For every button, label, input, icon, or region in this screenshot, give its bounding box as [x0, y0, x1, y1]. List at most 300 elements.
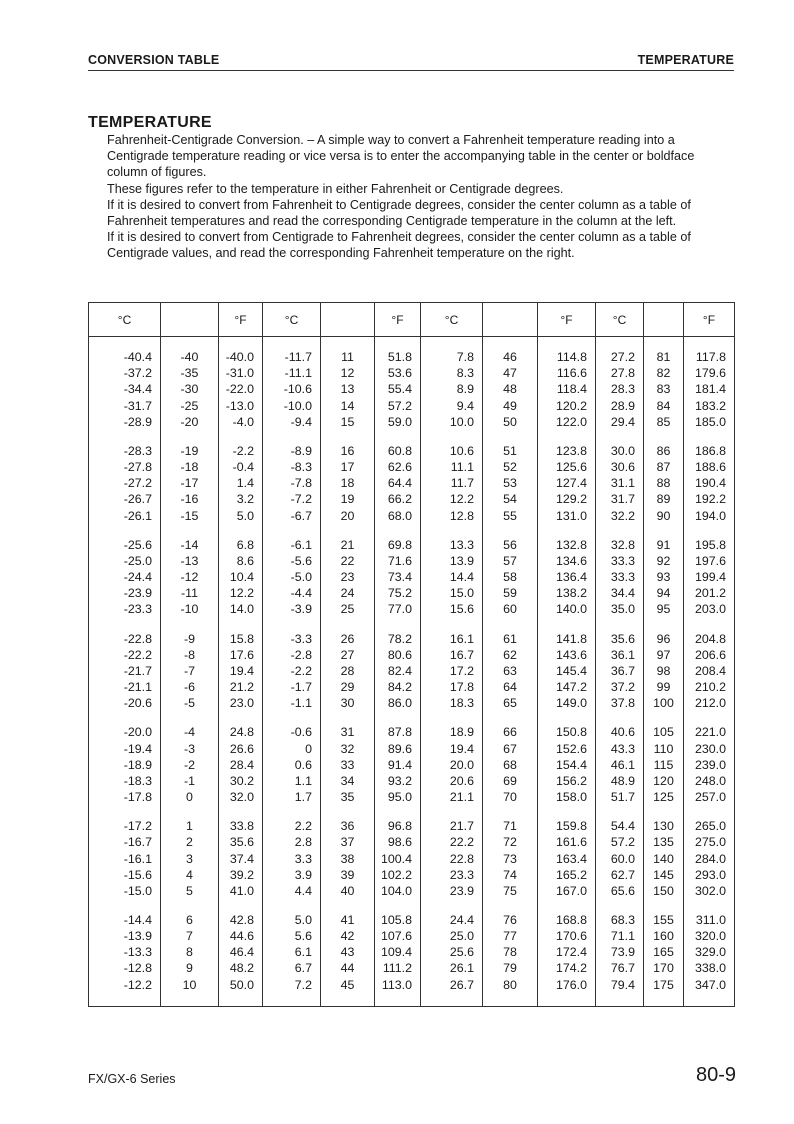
table-cell: 175 [644, 977, 684, 993]
table-cell: 174.2 [538, 960, 596, 976]
table-cell: 57.2 [375, 398, 421, 414]
table-cell: 26.6 [219, 741, 263, 757]
table-row [89, 850, 735, 866]
table-cell: 4.4 [263, 883, 321, 899]
table-cell: -20 [161, 414, 219, 430]
table-cell: 66 [483, 724, 538, 740]
table-cell: -20.6 [89, 695, 161, 711]
table-cell: 32 [321, 741, 375, 757]
table-cell: -12.2 [89, 977, 161, 993]
table-cell: 24.4 [421, 912, 483, 928]
table-cell: -40 [161, 349, 219, 365]
table-cell: -6 [161, 679, 219, 695]
table-cell: 140.0 [538, 601, 596, 617]
table-cell: 40.6 [596, 724, 644, 740]
table-cell: 17.2 [421, 663, 483, 679]
table-cell: 5.0 [219, 507, 263, 523]
table-cell: 49 [483, 398, 538, 414]
table-cell: 275.0 [684, 834, 735, 850]
table-cell: 167.0 [538, 883, 596, 899]
table-row [89, 585, 735, 601]
table-cell: 37.4 [219, 850, 263, 866]
table-cell: 17.6 [219, 647, 263, 663]
spacer-cell [684, 524, 735, 537]
table-cell: -7 [161, 663, 219, 679]
table-cell: 36.7 [596, 663, 644, 679]
table-cell: 60 [483, 601, 538, 617]
table-cell: 34 [321, 773, 375, 789]
conversion-table [88, 302, 735, 1007]
table-cell: 37 [321, 834, 375, 850]
table-cell: -5 [161, 695, 219, 711]
table-cell: -23.3 [89, 601, 161, 617]
table-cell: 98 [644, 663, 684, 679]
table-row [89, 741, 735, 757]
column-header [321, 303, 375, 337]
table-row [89, 757, 735, 773]
spacer-cell [483, 805, 538, 818]
table-cell: -28.9 [89, 414, 161, 430]
table-cell: -19.4 [89, 741, 161, 757]
spacer-cell [596, 805, 644, 818]
table-cell: 48 [483, 381, 538, 397]
intro-paragraph: If it is desired to convert from Fahrenheit to Centigrade degrees, consider the center column as a table of Fahrenheit temperatures and read the corresponding Centigrade temperature in the column at the left. [107, 197, 691, 229]
spacer-cell [89, 524, 161, 537]
spacer-cell [89, 711, 161, 724]
table-cell: 36.1 [596, 647, 644, 663]
table-cell: 30.0 [596, 443, 644, 459]
table-cell: 9.4 [421, 398, 483, 414]
table-cell: 13 [321, 381, 375, 397]
table-row [89, 398, 735, 414]
table-cell: 135 [644, 834, 684, 850]
table-cell: -11 [161, 585, 219, 601]
spacer-row [89, 617, 735, 630]
spacer-cell [483, 711, 538, 724]
table-cell: -12 [161, 569, 219, 585]
spacer-row [89, 899, 735, 912]
table-cell: 35.6 [219, 834, 263, 850]
table-cell: 71.6 [375, 553, 421, 569]
table-cell: -20.0 [89, 724, 161, 740]
table-cell: -2.8 [263, 647, 321, 663]
spacer-cell [89, 430, 161, 443]
table-row [89, 883, 735, 899]
table-cell: -9 [161, 631, 219, 647]
table-cell: 44.6 [219, 928, 263, 944]
table-cell: 23 [321, 569, 375, 585]
table-cell: -23.9 [89, 585, 161, 601]
column-header: °C [263, 303, 321, 337]
table-cell: -34.4 [89, 381, 161, 397]
table-cell: 42.8 [219, 912, 263, 928]
table-cell: 77.0 [375, 601, 421, 617]
table-cell: 134.6 [538, 553, 596, 569]
table-row [89, 553, 735, 569]
table-cell: 68.3 [596, 912, 644, 928]
table-cell: 97 [644, 647, 684, 663]
table-cell: 33.8 [219, 818, 263, 834]
table-cell: 329.0 [684, 944, 735, 960]
spacer-cell [219, 617, 263, 630]
spacer-cell [538, 524, 596, 537]
table-cell: 230.0 [684, 741, 735, 757]
table-cell: 28.3 [596, 381, 644, 397]
table-cell: 47 [483, 365, 538, 381]
table-cell: 17 [321, 459, 375, 475]
table-cell: 92 [644, 553, 684, 569]
spacer-row [89, 805, 735, 818]
table-cell: 44 [321, 960, 375, 976]
table-cell: 37.8 [596, 695, 644, 711]
table-row [89, 491, 735, 507]
spacer-cell [483, 993, 538, 1007]
spacer-row [89, 524, 735, 537]
spacer-cell [321, 899, 375, 912]
table-cell: 75.2 [375, 585, 421, 601]
table-cell: -14.4 [89, 912, 161, 928]
table-cell: 192.2 [684, 491, 735, 507]
table-row [89, 724, 735, 740]
table-cell: 61 [483, 631, 538, 647]
table-cell: 64 [483, 679, 538, 695]
intro-paragraph: If it is desired to convert from Centigrade to Fahrenheit degrees, consider the center column as a table of Centigrade values, and read the corresponding Fahrenheit temperature on the right. [107, 230, 691, 261]
table-cell: 85 [644, 414, 684, 430]
table-cell: -11.7 [263, 349, 321, 365]
table-cell: 77 [483, 928, 538, 944]
table-cell: 62.6 [375, 459, 421, 475]
table-cell: 10.6 [421, 443, 483, 459]
table-cell: 46.4 [219, 944, 263, 960]
table-cell: -2.2 [263, 663, 321, 679]
table-cell: -18.9 [89, 757, 161, 773]
spacer-cell [161, 899, 219, 912]
spacer-cell [219, 899, 263, 912]
spacer-cell [644, 805, 684, 818]
table-row [89, 647, 735, 663]
table-cell: 75 [483, 883, 538, 899]
table-cell: -15.0 [89, 883, 161, 899]
table-cell: 8.9 [421, 381, 483, 397]
table-cell: -1.1 [263, 695, 321, 711]
table-cell: 55 [483, 507, 538, 523]
table-cell: 7 [161, 928, 219, 944]
table-cell: 302.0 [684, 883, 735, 899]
table-cell: 117.8 [684, 349, 735, 365]
table-cell: 130 [644, 818, 684, 834]
table-row [89, 695, 735, 711]
table-cell: 48.9 [596, 773, 644, 789]
table-cell: 265.0 [684, 818, 735, 834]
table-cell: 155 [644, 912, 684, 928]
table-cell: 29.4 [596, 414, 644, 430]
table-cell: 9 [161, 960, 219, 976]
table-cell: -6.7 [263, 507, 321, 523]
column-header [483, 303, 538, 337]
spacer-cell [89, 337, 161, 350]
table-cell: -13 [161, 553, 219, 569]
table-cell: 59 [483, 585, 538, 601]
table-cell: 39 [321, 867, 375, 883]
table-cell: 118.4 [538, 381, 596, 397]
table-cell: 6 [161, 912, 219, 928]
section-title: TEMPERATURE [88, 114, 212, 131]
table-cell: -9.4 [263, 414, 321, 430]
table-cell: 29 [321, 679, 375, 695]
table-cell: 0 [161, 789, 219, 805]
table-cell: 27 [321, 647, 375, 663]
table-cell: 22.8 [421, 850, 483, 866]
header-section-label: CONVERSION TABLE [88, 53, 220, 67]
spacer-cell [219, 524, 263, 537]
spacer-cell [161, 524, 219, 537]
table-cell: 33.3 [596, 553, 644, 569]
spacer-cell [263, 711, 321, 724]
table-cell: 8.3 [421, 365, 483, 381]
table-cell: 98.6 [375, 834, 421, 850]
spacer-cell [596, 711, 644, 724]
table-cell: 33 [321, 757, 375, 773]
table-cell: 19.4 [421, 741, 483, 757]
table-cell: -22.0 [219, 381, 263, 397]
column-header: °F [375, 303, 421, 337]
table-cell: 206.6 [684, 647, 735, 663]
table-cell: 40 [321, 883, 375, 899]
column-header: °C [596, 303, 644, 337]
table-cell: 73 [483, 850, 538, 866]
table-cell: 53 [483, 475, 538, 491]
intro-paragraph: Fahrenheit-Centigrade Conversion. – A simple way to convert a Fahrenheit temperature reading into a Centigrade temperature reading or vice versa is to enter the accompanying table in the center or boldface column of figures. [107, 133, 695, 180]
table-cell: 120 [644, 773, 684, 789]
table-cell: 147.2 [538, 679, 596, 695]
table-cell: -27.8 [89, 459, 161, 475]
table-cell: 15.0 [421, 585, 483, 601]
spacer-cell [421, 711, 483, 724]
table-cell: 143.6 [538, 647, 596, 663]
header-topic-label: TEMPERATURE [637, 53, 734, 67]
table-cell: 163.4 [538, 850, 596, 866]
table-cell: 90 [644, 507, 684, 523]
table-cell: 79 [483, 960, 538, 976]
table-cell: 43.3 [596, 741, 644, 757]
spacer-cell [644, 711, 684, 724]
table-cell: 30 [321, 695, 375, 711]
spacer-cell [684, 711, 735, 724]
table-cell: 13.3 [421, 537, 483, 553]
table-cell: -25.6 [89, 537, 161, 553]
table-cell: 91 [644, 537, 684, 553]
table-cell: 51.8 [375, 349, 421, 365]
table-cell: 131.0 [538, 507, 596, 523]
table-cell: -21.1 [89, 679, 161, 695]
table-cell: 27.8 [596, 365, 644, 381]
table-cell: 141.8 [538, 631, 596, 647]
table-cell: 57.2 [596, 834, 644, 850]
spacer-cell [263, 805, 321, 818]
table-cell: 3.3 [263, 850, 321, 866]
table-cell: 114.8 [538, 349, 596, 365]
table-cell: 99 [644, 679, 684, 695]
table-cell: 5.0 [263, 912, 321, 928]
table-cell: 221.0 [684, 724, 735, 740]
table-row [89, 773, 735, 789]
table-cell: 125.6 [538, 459, 596, 475]
table-row [89, 663, 735, 679]
spacer-cell [321, 805, 375, 818]
table-cell: 284.0 [684, 850, 735, 866]
table-cell: 60.8 [375, 443, 421, 459]
table-cell: -13.3 [89, 944, 161, 960]
table-cell: 154.4 [538, 757, 596, 773]
table-cell: 7.8 [421, 349, 483, 365]
table-cell: -0.6 [263, 724, 321, 740]
table-cell: 11 [321, 349, 375, 365]
spacer-cell [538, 617, 596, 630]
table-cell: 95 [644, 601, 684, 617]
table-cell: 26 [321, 631, 375, 647]
table-cell: 32.8 [596, 537, 644, 553]
table-cell: 3 [161, 850, 219, 866]
table-cell: 86.0 [375, 695, 421, 711]
table-cell: 12.8 [421, 507, 483, 523]
spacer-cell [684, 430, 735, 443]
spacer-cell [421, 337, 483, 350]
table-body [89, 337, 735, 1007]
table-row [89, 834, 735, 850]
table-cell: -18 [161, 459, 219, 475]
table-cell: -15.6 [89, 867, 161, 883]
intro-text [107, 132, 737, 262]
table-cell: 35.6 [596, 631, 644, 647]
table-cell: 14 [321, 398, 375, 414]
table-cell: 186.8 [684, 443, 735, 459]
table-cell: 116.6 [538, 365, 596, 381]
spacer-cell [644, 617, 684, 630]
table-cell: -21.7 [89, 663, 161, 679]
table-cell: 7.2 [263, 977, 321, 993]
table-cell: 38 [321, 850, 375, 866]
spacer-cell [161, 337, 219, 350]
table-cell: 109.4 [375, 944, 421, 960]
table-row [89, 912, 735, 928]
spacer-cell [596, 430, 644, 443]
table-header-row [89, 303, 735, 337]
table-cell: -2 [161, 757, 219, 773]
table-cell: 158.0 [538, 789, 596, 805]
table-cell: 1 [161, 818, 219, 834]
table-cell: 4 [161, 867, 219, 883]
table-cell: -37.2 [89, 365, 161, 381]
table-cell: 150 [644, 883, 684, 899]
spacer-cell [684, 617, 735, 630]
table-cell: 5 [161, 883, 219, 899]
table-cell: 87 [644, 459, 684, 475]
table-cell: 107.6 [375, 928, 421, 944]
table-cell: 8.6 [219, 553, 263, 569]
table-cell: -4 [161, 724, 219, 740]
table-cell: -13.0 [219, 398, 263, 414]
table-cell: 84.2 [375, 679, 421, 695]
spacer-cell [161, 617, 219, 630]
spacer-cell [421, 617, 483, 630]
spacer-cell [596, 617, 644, 630]
table-cell: 181.4 [684, 381, 735, 397]
spacer-cell [684, 805, 735, 818]
table-cell: -31.7 [89, 398, 161, 414]
table-cell: 16.7 [421, 647, 483, 663]
intro-paragraph: These figures refer to the temperature in either Fahrenheit or Centigrade degrees. [107, 181, 564, 196]
table-cell: 73.4 [375, 569, 421, 585]
table-cell: -17.8 [89, 789, 161, 805]
table-cell: 76.7 [596, 960, 644, 976]
table-cell: 12 [321, 365, 375, 381]
table-cell: -0.4 [219, 459, 263, 475]
table-cell: 122.0 [538, 414, 596, 430]
spacer-cell [375, 430, 421, 443]
table-cell: 257.0 [684, 789, 735, 805]
table-cell: 2.8 [263, 834, 321, 850]
table-cell: 28.4 [219, 757, 263, 773]
table-cell: 32.0 [219, 789, 263, 805]
spacer-cell [263, 899, 321, 912]
spacer-cell [161, 805, 219, 818]
table-cell: 170 [644, 960, 684, 976]
table-cell: 18 [321, 475, 375, 491]
spacer-cell [321, 524, 375, 537]
table-cell: -3.9 [263, 601, 321, 617]
table-cell: 89 [644, 491, 684, 507]
spacer-cell [375, 805, 421, 818]
table-cell: 140 [644, 850, 684, 866]
table-cell: 65 [483, 695, 538, 711]
table-cell: 83 [644, 381, 684, 397]
table-cell: 15 [321, 414, 375, 430]
table-cell: 3.2 [219, 491, 263, 507]
table-row [89, 960, 735, 976]
table-cell: -10 [161, 601, 219, 617]
column-header [161, 303, 219, 337]
table-cell: 194.0 [684, 507, 735, 523]
table-row [89, 818, 735, 834]
table-cell: -7.8 [263, 475, 321, 491]
table-cell: 136.4 [538, 569, 596, 585]
table-row [89, 414, 735, 430]
table-cell: 42 [321, 928, 375, 944]
table-cell: 78 [483, 944, 538, 960]
table-cell: 165.2 [538, 867, 596, 883]
table-cell: 43 [321, 944, 375, 960]
table-cell: 176.0 [538, 977, 596, 993]
spacer-cell [321, 337, 375, 350]
table-cell: 168.8 [538, 912, 596, 928]
table-cell: 10.0 [421, 414, 483, 430]
table-cell: 199.4 [684, 569, 735, 585]
spacer-row [89, 430, 735, 443]
table-cell: 63 [483, 663, 538, 679]
table-cell: -14 [161, 537, 219, 553]
spacer-cell [321, 993, 375, 1007]
spacer-cell [538, 993, 596, 1007]
table-cell: 50.0 [219, 977, 263, 993]
table-cell: 65.6 [596, 883, 644, 899]
table-cell: 132.8 [538, 537, 596, 553]
spacer-cell [263, 524, 321, 537]
footer-series: FX/GX-6 Series [88, 1072, 176, 1086]
table-cell: 12.2 [219, 585, 263, 601]
column-header: °C [89, 303, 161, 337]
spacer-cell [483, 899, 538, 912]
spacer-cell [684, 993, 735, 1007]
